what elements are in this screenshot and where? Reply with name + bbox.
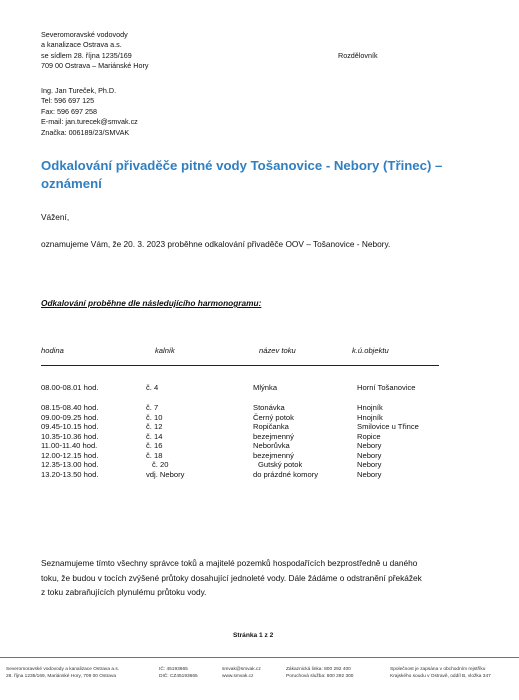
cell-stream: bezejmenný bbox=[253, 431, 294, 441]
col-header-stream: název toku bbox=[259, 346, 296, 355]
cell-time: 12.35-13.00 hod. bbox=[41, 460, 99, 469]
footer-text: Severomoravské vodovody a kanalizace Ostrava a.s. bbox=[6, 667, 120, 672]
cell-outlet: č. 14 bbox=[146, 431, 163, 441]
footer-website[interactable]: www.smvak.cz bbox=[222, 674, 254, 679]
schedule-heading: Odkalování proběhne dle následujícího harmonogramu: bbox=[41, 298, 262, 308]
col-header-cadastral: k.ú.objektu bbox=[352, 346, 389, 355]
sender-line: Severomoravské vodovody bbox=[41, 30, 128, 39]
sender-address bbox=[41, 30, 148, 72]
cell-stream: Ropičanka bbox=[253, 422, 289, 431]
closing-line: Seznamujeme tímto všechny správce toků a majitelé pozemků hospodařících bezprostředně u daného bbox=[41, 558, 418, 568]
cell-cadastral: Horní Tošanovice bbox=[357, 383, 416, 392]
cell-stream: Neborůvka bbox=[253, 441, 290, 450]
footer-text: DIČ: CZ45193665 bbox=[159, 674, 198, 679]
contact-block bbox=[41, 86, 138, 138]
cell-stream: bezejmenný bbox=[253, 450, 294, 460]
cell-time: 09.45-10.15 hod. bbox=[41, 422, 99, 431]
sender-line: se sídlem 28. října 1235/169 bbox=[41, 50, 132, 60]
cell-outlet: č. 20 bbox=[152, 460, 169, 469]
cell-outlet: č. 16 bbox=[146, 441, 163, 450]
table-header-rule bbox=[41, 365, 439, 366]
cell-outlet: č. 18 bbox=[146, 450, 163, 460]
cell-cadastral: Nebory bbox=[357, 469, 382, 479]
closing-line: toku, že budou v tocích zvýšené průtoky dosahující jednoleté vody. Dále žádáme o odstranění překážek bbox=[41, 572, 422, 583]
footer-text: Zákaznická linka: 800 292 400 bbox=[286, 667, 351, 672]
cell-time: 09.00-09.25 hod. bbox=[41, 412, 99, 422]
cell-cadastral: Hnojník bbox=[357, 403, 383, 412]
footer-text: 28. října 1235/169, Mariánské Hory, 709 00 Ostrava bbox=[6, 674, 117, 679]
footer-registry bbox=[390, 666, 491, 680]
cell-outlet: č. 10 bbox=[146, 412, 163, 422]
footer-text: Krajského soudu v Ostravě, oddíl B, vložka 347 bbox=[390, 674, 491, 679]
closing-paragraph bbox=[41, 556, 422, 600]
footer-phones bbox=[286, 666, 353, 680]
contact-phone: Tel: 596 697 125 bbox=[41, 96, 95, 106]
footer-text: Poruchová služba: 800 292 300 bbox=[286, 674, 354, 679]
contact-email: E-mail: jan.turecek@smvak.cz bbox=[41, 117, 138, 127]
contact-name: Ing. Jan Tureček, Ph.D. bbox=[41, 86, 117, 95]
salutation: Vážení, bbox=[41, 212, 70, 222]
cell-time: 08.15-08.40 hod. bbox=[41, 403, 99, 412]
cell-time: 08.00-08.01 hod. bbox=[41, 383, 99, 392]
sender-line: a kanalizace Ostrava a.s. bbox=[41, 40, 122, 50]
recipient-label: Rozdělovník bbox=[338, 51, 378, 60]
cell-stream: do prázdné komory bbox=[253, 469, 319, 479]
cell-outlet: č. 4 bbox=[146, 383, 159, 392]
title-line-2: oznámení bbox=[41, 176, 102, 191]
contact-fax: Fax: 596 697 258 bbox=[41, 106, 97, 116]
reference-number: Značka: 006189/23/SMVAK bbox=[41, 127, 130, 137]
intro-paragraph: oznamujeme Vám, že 20. 3. 2023 proběhne odkalování přivaděče OOV – Tošanovice - Nebory. bbox=[41, 239, 391, 249]
cell-stream: Mlýnka bbox=[253, 383, 278, 392]
cell-outlet: č. 7 bbox=[146, 403, 159, 412]
cell-outlet: vdj. Nebory bbox=[146, 469, 185, 479]
cell-time: 13.20-13.50 hod. bbox=[41, 469, 99, 479]
cell-stream: Gutský potok bbox=[258, 460, 303, 469]
document-title bbox=[41, 157, 442, 193]
footer-rule bbox=[0, 657, 519, 658]
cell-cadastral: Nebory bbox=[357, 441, 382, 450]
cell-stream: Černý potok bbox=[253, 412, 294, 422]
cell-cadastral: Ropice bbox=[357, 431, 381, 441]
cell-time: 10.35-10.36 hod. bbox=[41, 431, 99, 441]
footer-email[interactable]: smvak@smvak.cz bbox=[222, 667, 261, 672]
cell-cadastral: Nebory bbox=[357, 450, 382, 460]
closing-line: z toku zabraňujících plynulému průtoku vody. bbox=[41, 587, 207, 597]
footer-company bbox=[6, 666, 119, 680]
cell-outlet: č. 12 bbox=[146, 422, 163, 431]
sender-line: 709 00 Ostrava – Mariánské Hory bbox=[41, 61, 149, 71]
col-header-time: hodina bbox=[41, 346, 64, 355]
cell-cadastral: Hnojník bbox=[357, 412, 383, 422]
footer-ids bbox=[159, 666, 198, 680]
footer-web bbox=[222, 666, 261, 680]
footer-text: Společnost je zapsána v obchodním rejstříku bbox=[390, 667, 486, 672]
page-number: Stránka 1 z 2 bbox=[233, 632, 274, 639]
cell-stream: Stonávka bbox=[253, 403, 285, 412]
footer-text: IČ: 45193665 bbox=[159, 667, 188, 672]
cell-cadastral: Smilovice u Třince bbox=[357, 422, 419, 431]
cell-time: 11.00-11.40 hod. bbox=[41, 441, 98, 450]
title-line-1: Odkalování přivaděče pitné vody Tošanovice - Nebory (Třinec) – bbox=[41, 158, 443, 173]
cell-cadastral: Nebory bbox=[357, 460, 382, 469]
cell-time: 12.00-12.15 hod. bbox=[41, 450, 99, 460]
col-header-outlet: kalník bbox=[155, 346, 175, 355]
